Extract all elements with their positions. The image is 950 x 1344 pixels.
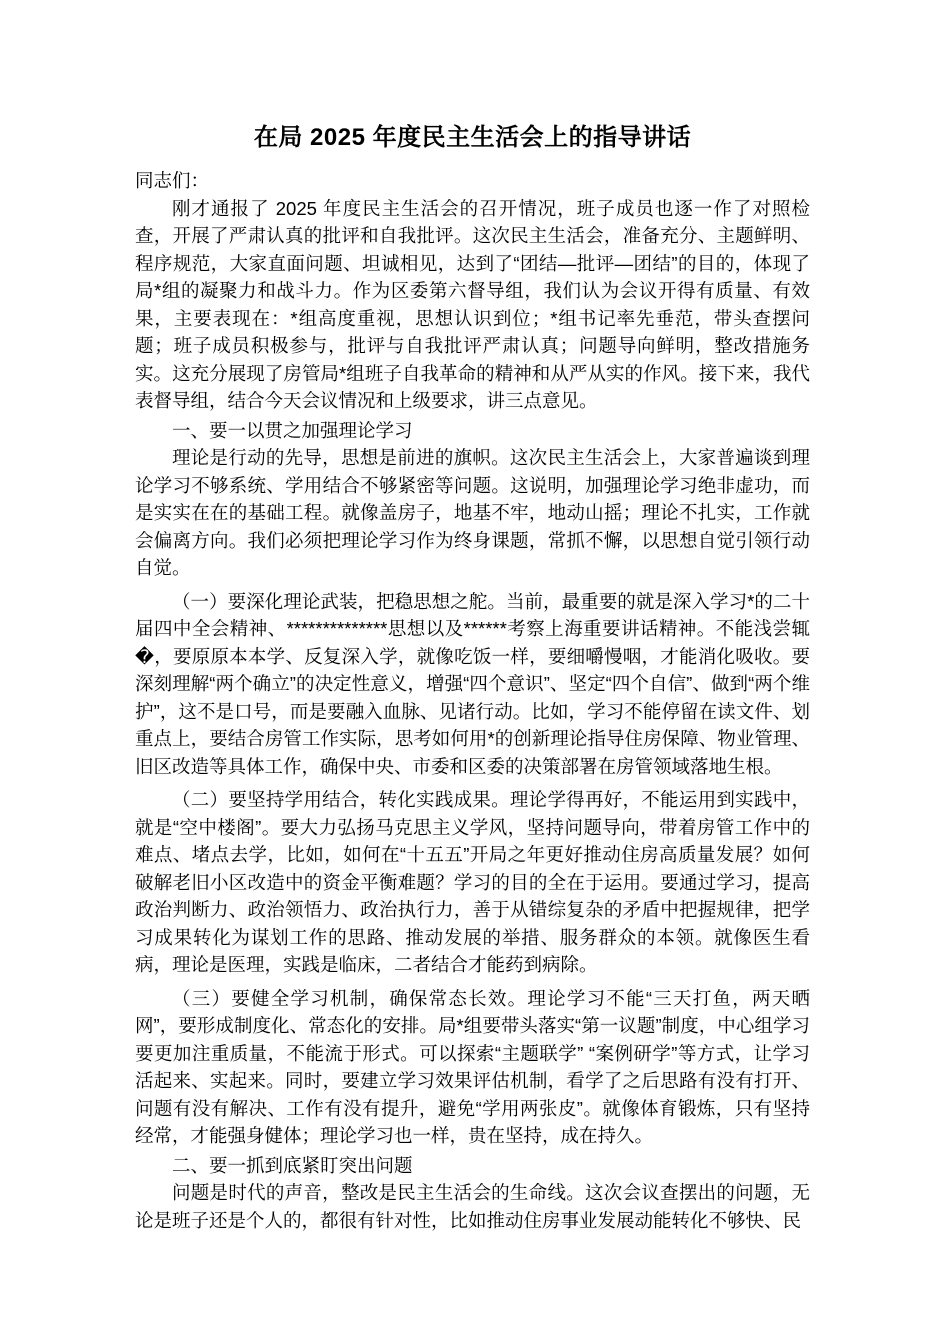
section-heading-2: 二、要一抓到底紧盯突出问题	[172, 1154, 413, 1176]
paragraph-problems-intro: 问题是时代的声音，整改是民主生活会的生命线。这次会议查摆出的问题，无论是班子还是个人的，都很有针对性，比如推动住房事业发展动能转化不够快、民	[135, 1182, 810, 1231]
paragraph-opening: 刚才通报了 2025 年度民主生活会的召开情况，班子成员也逐一作了对照检查，开展了严肃认真的批评和自我批评。这次民主生活会，准备充分、主题鲜明、程序规范，大家直面问题、坦诚相见，达到了“团结—批评—团结”的目的，体现了局*组的凝聚力和战斗力。作为区委第六督导组，我们认为会议开得有质量、有效果，主要表现在：*组高度重视，思想认识到位；*组书记率先垂范，带头查摆问题；班子成员积极参与，批评与自我批评严肃认真；问题导向鲜明，整改措施务实。这充分展现了房管局*组班子自我革命的精神和从严从实的作风。接下来，我代表督导组，结合今天会议情况和上级要求，讲三点意见。	[135, 197, 810, 411]
document-title: 在局 2025 年度民主生活会上的指导讲话	[253, 124, 692, 151]
section-heading-1: 一、要一以贯之加强理论学习	[172, 419, 413, 441]
salutation: 同志们：	[135, 170, 210, 191]
paragraph-point-1: （一）要深化理论武装，把稳思想之舵。当前，最重要的就是深入学习*的二十届四中全会精神、**************思想以及******考察上海重要讲话精神。不能浅尝辄�，要原原本本学、反复深入学，就像吃饭一样，要细嚼慢咽，才能消化吸收。要深刻理解“两个确立”的决定性意义，增强“四个意识”、坚定“四个自信”、做到“两个维护”，这不是口号，而是要融入血脉、见诸行动。比如，学习不能停留在读文件、划重点上，要结合房管工作实际，思考如何用*的创新理论指导住房保障、物业管理、旧区改造等具体工作，确保中央、市委和区委的决策部署在房管领域落地生根。	[135, 590, 810, 777]
paragraph-point-3: （三）要健全学习机制，确保常态长效。理论学习不能“三天打鱼，两天晒网”，要形成制度化、常态化的安排。局*组要带头落实“第一议题”制度，中心组学习要更加注重质量，不能流于形式。可以探索“主题联学” “案例研学”等方式，让学习活起来、实起来。同时，要建立学习效果评估机制，看学了之后思路有没有打开、问题有没有解决、工作有没有提升，避免“学用两张皮”。就像体育锻炼，只有坚持经常，才能强身健体；理论学习也一样，贵在坚持，成在持久。	[135, 987, 810, 1146]
paragraph-point-2: （二）要坚持学用结合，转化实践成果。理论学得再好，不能运用到实践中，就是“空中楼阁”。要大力弘扬马克思主义学风，坚持问题导向，带着房管工作中的难点、堵点去学，比如，如何在“十五五”开局之年更好推动住房高质量发展？如何破解老旧小区改造中的资金平衡难题？学习的目的全在于运用。要通过学习，提高政治判断力、政治领悟力、政治执行力，善于从错综复杂的矛盾中把握规律，把学习成果转化为谋划工作的思路、推动发展的举措、服务群众的本领。就像医生看病，理论是医理，实践是临床，二者结合才能药到病除。	[135, 789, 810, 975]
paragraph-theory-intro: 理论是行动的先导，思想是前进的旗帜。这次民主生活会上，大家普遍谈到理论学习不够系统、学用结合不够紧密等问题。这说明，加强理论学习绝非虚功，而是实实在在的基础工程。就像盖房子，地基不牢，地动山摇；理论不扎实，工作就会偏离方向。我们必须把理论学习作为终身课题，常抓不懈，以思想自觉引领行动自觉。	[135, 447, 810, 578]
